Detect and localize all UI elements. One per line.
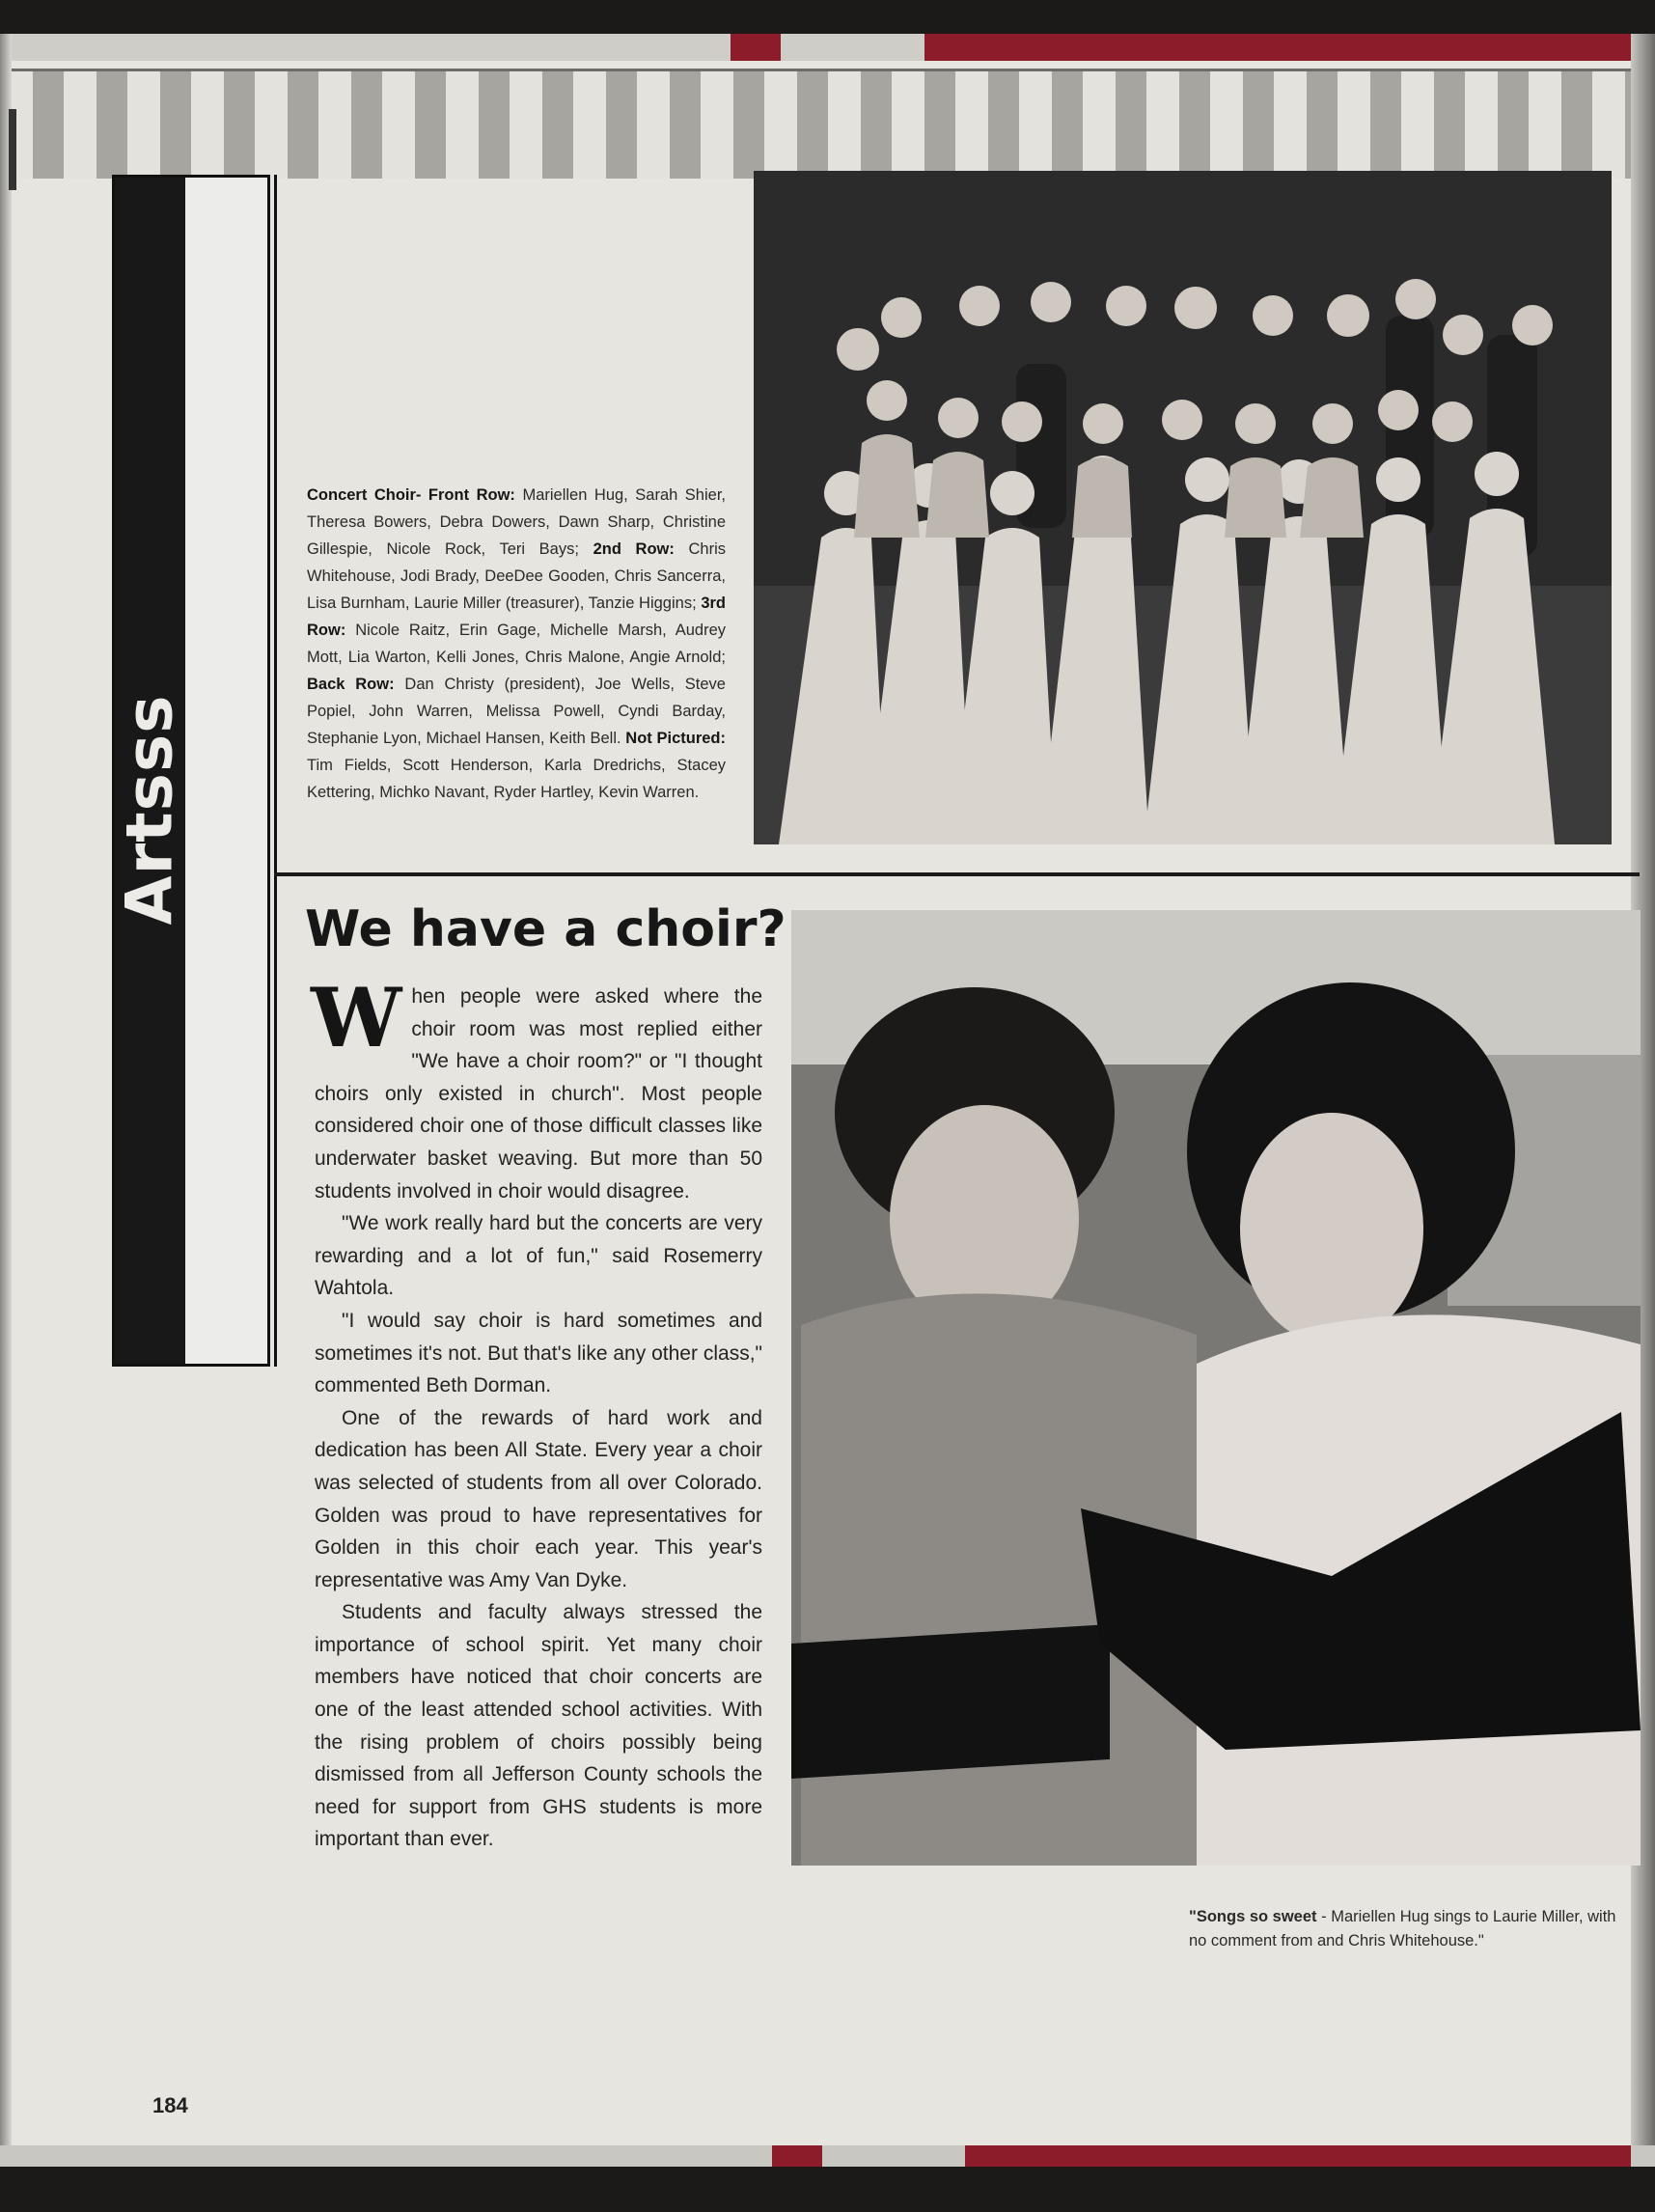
choir-group-photo xyxy=(754,171,1612,844)
caption-row-names: Tim Fields, Scott Henderson, Karla Dredrichs, Stacey Kettering, Michko Navant, Ryder Hartley, Kevin Warren. xyxy=(307,757,726,801)
caption-row-label: 2nd Row: xyxy=(593,540,675,558)
caption-title: "Songs so sweet xyxy=(1189,1908,1317,1925)
bottom-red-accent-wide xyxy=(965,2145,1631,2167)
article-paragraph: Students and faculty always stressed the importance of school spirit. Yet many choir members have noticed that choir concerts are one of the least attended school activities. With the rising problem of choirs possibly being dismissed from all Jefferson County schools the need for support from GHS students is more important than ever. xyxy=(315,1601,762,1851)
vertical-rule xyxy=(274,175,277,1367)
stripe-edge-line xyxy=(0,69,1655,71)
section-label: Artsss xyxy=(112,694,187,926)
top-red-accent-wide xyxy=(924,34,1655,61)
caption-row-label: Back Row: xyxy=(307,676,395,693)
page-number: 184 xyxy=(152,2093,188,2117)
caption-row-label: 3rd Row: xyxy=(307,594,726,639)
article-paragraph: "I would say choir is hard sometimes and sometimes it's not. But that's like any other class," commented Beth Dorman. xyxy=(315,1309,762,1397)
page-left-edge xyxy=(0,34,12,2167)
caption-row-names: Nicole Raitz, Erin Gage, Michelle Marsh, Audrey Mott, Lia Warton, Kelli Jones, Chris Malone, Angie Arnold; xyxy=(307,622,726,666)
caption-row-names: Dan Christy (president), Joe Wells, Steve Popiel, John Warren, Melissa Powell, Cyndi Barday, Stephanie Lyon, Michael Hansen, Keith Bell. xyxy=(307,676,726,747)
choir-group-photo-art xyxy=(754,171,1612,844)
section-tab-bar xyxy=(112,178,187,1364)
article-body xyxy=(311,970,762,1856)
caption-text: - Mariellen Hug sings to Laurie Miller, with no comment from and Chris Whitehouse." xyxy=(1189,1908,1616,1949)
article-paragraph: "We work really hard but the concerts are very rewarding and a lot of fun," said Rosemerry Wahtola. xyxy=(315,1212,762,1300)
paragraph-text: hen people were asked where the choir room was most replied either "We have a choir room?" or "I thought choirs only existed in church". Most people considered choir one of those difficult classes like underwater basket weaving. But more than 50 students involved in choir would disagree. xyxy=(315,985,762,1203)
drop-cap: W xyxy=(311,970,402,1065)
caption-row-label: Not Pictured: xyxy=(625,730,726,747)
section-tab xyxy=(112,175,270,1367)
bottom-red-accent-small xyxy=(772,2145,822,2167)
yearbook-page xyxy=(0,34,1655,2167)
caption-row-label: Concert Choir- Front Row: xyxy=(307,486,515,504)
top-red-accent-small xyxy=(731,34,781,61)
horizontal-rule xyxy=(274,872,1640,876)
article-paragraph: One of the rewards of hard work and dedication has been All State. Every year a choir was selected of students from all over Colorado. Golden was proud to have representatives for Golden in this choir each year. This year's representative was Amy Van Dyke. xyxy=(315,1406,762,1591)
striped-header-border xyxy=(0,69,1655,179)
singers-photo-caption xyxy=(1189,1905,1633,1953)
choir-photo-caption xyxy=(307,482,726,806)
caption-row-names: Mariellen Hug, Sarah Shier, Theresa Bowers, Debra Dowers, Dawn Sharp, Christine Gillespie, Nicole Rock, Teri Bays; xyxy=(307,486,726,558)
singers-photo xyxy=(791,910,1641,1866)
article-paragraph xyxy=(311,970,762,1207)
singers-photo-art xyxy=(791,910,1641,1866)
page-left-mark xyxy=(9,109,16,190)
caption-row-names: Chris Whitehouse, Jodi Brady, DeeDee Gooden, Chris Sancerra, Lisa Burnham, Laurie Miller (treasurer), Tanzie Higgins; xyxy=(307,540,727,612)
article-headline: We have a choir? xyxy=(305,900,786,958)
